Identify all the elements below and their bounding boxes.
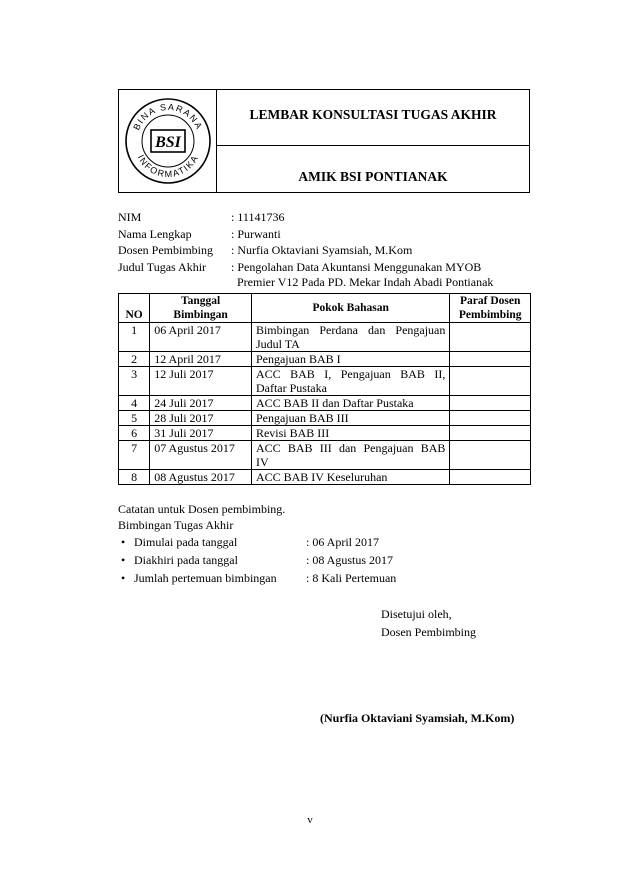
row-number: 7 bbox=[119, 441, 150, 470]
name-value: : Purwanti bbox=[231, 227, 281, 241]
row-topic bbox=[251, 323, 449, 352]
row-topic bbox=[251, 396, 449, 411]
row-topic-line: ACC BAB I, Pengajuan BAB II, bbox=[255, 367, 446, 381]
meeting-count-label: Jumlah pertemuan bimbingan bbox=[134, 571, 277, 585]
row-date: 24 Juli 2017 bbox=[150, 396, 252, 411]
col-header-date: Tanggal Bimbingan bbox=[150, 294, 252, 323]
form-title: LEMBAR KONSULTASI TUGAS AKHIR bbox=[249, 107, 497, 122]
table-row bbox=[119, 470, 531, 485]
table-row bbox=[119, 323, 531, 352]
row-signature-cell bbox=[450, 396, 531, 411]
bullet-icon: • bbox=[121, 571, 126, 585]
col-header-topic: Pokok Bahasan bbox=[251, 294, 449, 323]
row-signature-cell bbox=[450, 470, 531, 485]
row-signature-cell bbox=[450, 426, 531, 441]
row-date: 31 Juli 2017 bbox=[150, 426, 252, 441]
row-signature-cell bbox=[450, 323, 531, 352]
row-date: 06 April 2017 bbox=[150, 323, 252, 352]
row-topic-line: ACC BAB IV Keseluruhan bbox=[255, 470, 388, 484]
bsi-logo bbox=[123, 94, 213, 188]
name-label: Nama Lengkap bbox=[118, 227, 192, 241]
meeting-count-value: : 8 Kali Pertemuan bbox=[306, 571, 397, 585]
thesis-title-value: : Pengolahan Data Akuntansi Menggunakan MYOB bbox=[231, 260, 482, 274]
notes-line-2: Bimbingan Tugas Akhir bbox=[118, 518, 234, 532]
row-topic bbox=[251, 426, 449, 441]
thesis-title-label: Judul Tugas Akhir bbox=[118, 260, 207, 274]
nim-label: NIM bbox=[118, 210, 142, 224]
row-topic-line: Bimbingan Perdana dan Pengajuan bbox=[255, 323, 446, 337]
start-date-label: Dimulai pada tanggal bbox=[134, 535, 238, 549]
col-header-no: NO bbox=[119, 294, 150, 323]
row-topic bbox=[251, 411, 449, 426]
supervisor-value: : Nurfia Oktaviani Syamsiah, M.Kom bbox=[231, 243, 413, 257]
row-topic-line: Revisi BAB III bbox=[255, 426, 330, 440]
row-topic-line: Pengajuan BAB I bbox=[255, 352, 341, 366]
row-topic bbox=[251, 367, 449, 396]
row-number: 1 bbox=[119, 323, 150, 352]
bullet-icon: • bbox=[121, 535, 126, 549]
logo-text-bottom: INFORMATIKA bbox=[135, 152, 201, 180]
row-date: 12 April 2017 bbox=[150, 352, 252, 367]
bullet-icon: • bbox=[121, 553, 126, 567]
row-topic bbox=[251, 441, 449, 470]
row-topic-line: Judul TA bbox=[255, 337, 300, 351]
table-row bbox=[119, 367, 531, 396]
row-date: 08 Agustus 2017 bbox=[150, 470, 252, 485]
table-row bbox=[119, 426, 531, 441]
end-date-label: Diakhiri pada tanggal bbox=[134, 553, 238, 567]
logo-text-top: BINA SARANA bbox=[131, 101, 205, 132]
row-topic-line: Daftar Pustaka bbox=[255, 381, 327, 395]
row-topic bbox=[251, 470, 449, 485]
end-date-value: : 08 Agustus 2017 bbox=[306, 553, 394, 567]
page-number: v bbox=[307, 814, 313, 826]
notes-line-1: Catatan untuk Dosen pembimbing. bbox=[118, 502, 286, 516]
row-date: 28 Juli 2017 bbox=[150, 411, 252, 426]
row-number: 4 bbox=[119, 396, 150, 411]
row-topic-line: ACC BAB III dan Pengajuan BAB bbox=[255, 441, 446, 455]
row-date: 12 Juli 2017 bbox=[150, 367, 252, 396]
nim-value: : 11141736 bbox=[231, 210, 285, 224]
guidance-table bbox=[118, 293, 531, 485]
table-row bbox=[119, 441, 531, 470]
row-topic-line: ACC BAB II dan Daftar Pustaka bbox=[255, 396, 414, 410]
table-row bbox=[119, 411, 531, 426]
header-box bbox=[118, 89, 530, 193]
row-signature-cell bbox=[450, 352, 531, 367]
row-signature-cell bbox=[450, 367, 531, 396]
col-header-sign: Paraf Dosen Pembimbing bbox=[450, 294, 531, 323]
header-divider bbox=[216, 145, 529, 146]
row-date: 07 Agustus 2017 bbox=[150, 441, 252, 470]
supervisor-signature-name: (Nurfia Oktaviani Syamsiah, M.Kom) bbox=[320, 711, 515, 725]
row-number: 6 bbox=[119, 426, 150, 441]
table-header-row bbox=[119, 294, 531, 323]
table-row bbox=[119, 396, 531, 411]
row-number: 3 bbox=[119, 367, 150, 396]
row-number: 2 bbox=[119, 352, 150, 367]
approved-by: Disetujui oleh, bbox=[381, 607, 452, 621]
row-topic-line: Pengajuan BAB III bbox=[255, 411, 349, 425]
start-date-value: : 06 April 2017 bbox=[306, 535, 380, 549]
supervisor-label: Dosen Pembimbing bbox=[118, 243, 213, 257]
row-signature-cell bbox=[450, 441, 531, 470]
row-topic-line: IV bbox=[255, 455, 269, 469]
thesis-title-value-cont: Premier V12 Pada PD. Mekar Indah Abadi Pontianak bbox=[237, 275, 494, 289]
logo-mark: BSI bbox=[155, 134, 181, 151]
row-signature-cell bbox=[450, 411, 531, 426]
institution-name: AMIK BSI PONTIANAK bbox=[298, 169, 448, 184]
approver-role: Dosen Pembimbing bbox=[381, 625, 476, 639]
table-row bbox=[119, 352, 531, 367]
row-number: 8 bbox=[119, 470, 150, 485]
row-topic bbox=[251, 352, 449, 367]
row-number: 5 bbox=[119, 411, 150, 426]
